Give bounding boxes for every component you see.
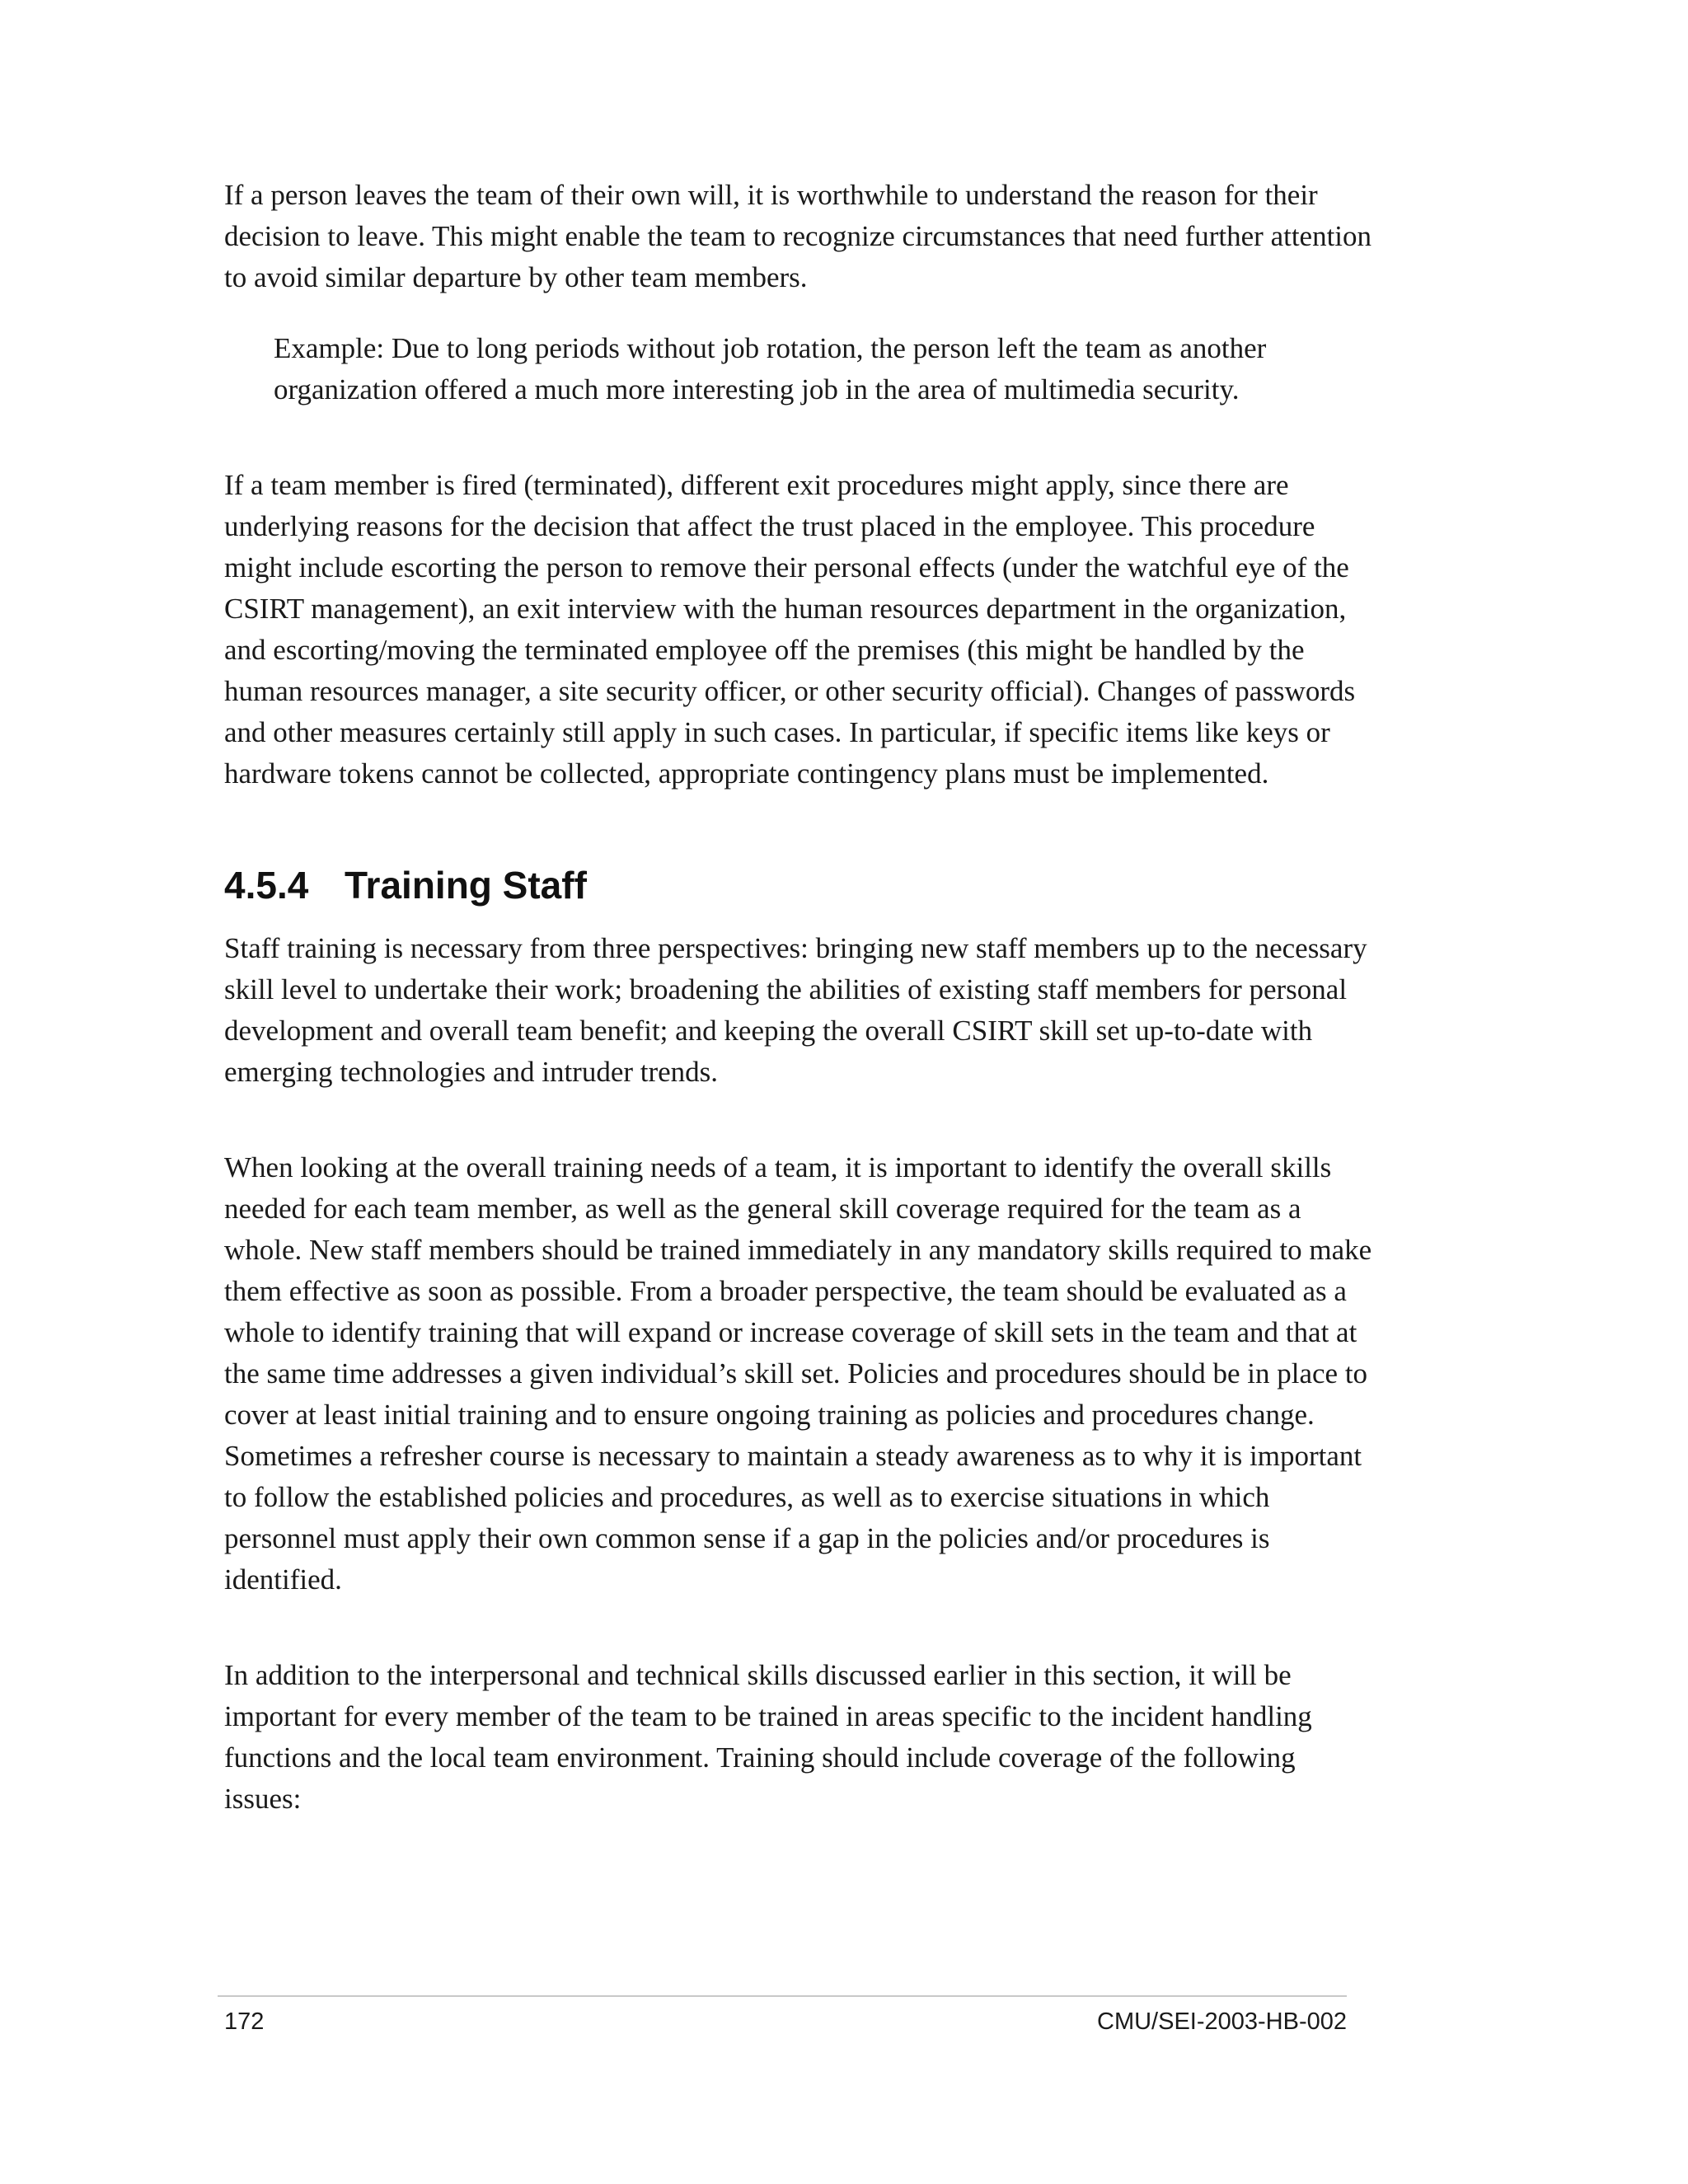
example-paragraph: Example: Due to long periods without job rotation, the person left the team as another organization offered a much more interesting job in the area of multimedia security.: [274, 332, 1267, 405]
page-body: [224, 175, 1378, 1820]
section-title: Training Staff: [345, 864, 587, 907]
section-number: 4.5.4: [224, 864, 309, 907]
section-heading: [224, 860, 1378, 910]
training-paragraph-perspectives: Staff training is necessary from three perspectives: bringing new staff members up to the necessary skill level to undertake their work; broadening the abilities of existing staff members for personal development and overall team benefit; and keeping the overall CSIRT skill set up-to-date with emerging technologies and intruder trends.: [224, 932, 1367, 1088]
body-paragraph-departure: If a person leaves the team of their own will, it is worthwhile to understand the reason for their decision to leave. This might enable the team to recognize circumstances that need further attention to avoid similar departure by other team members.: [224, 179, 1372, 293]
training-paragraph-issues: In addition to the interpersonal and technical skills discussed earlier in this section, it will be important for every member of the team to be trained in areas specific to the incident handling functions and the local team environment. Training should include coverage of the following issues:: [224, 1659, 1312, 1815]
footer-divider: [218, 1995, 1347, 1997]
page-number: 172: [224, 2008, 265, 2035]
body-paragraph-termination: If a team member is fired (terminated), different exit procedures might apply, since there are underlying reasons for the decision that affect the trust placed in the employee. This procedure might include escorting the person to remove their personal effects (under the watchful eye of the CSIRT management), an exit interview with the human resources department in the organization, and escorting/moving the terminated employee off the premises (this might be handled by the human resources manager, a site security officer, or other security official). Changes of passwords and other measures certainly still apply in such cases. In particular, if specific items like keys or hardware tokens cannot be collected, appropriate contingency plans must be implemented.: [224, 469, 1356, 790]
training-paragraph-needs: When looking at the overall training needs of a team, it is important to identify the overall skills needed for each team member, as well as the general skill coverage required for the team as a whole. New staff members should be trained immediately in any mandatory skills required to make them effective as soon as possible. From a broader perspective, the team should be evaluated as a whole to identify training that will expand or increase coverage of skill sets in the team and that at the same time addresses a given individual’s skill set. Policies and procedures should be in place to cover at least initial training and to ensure ongoing training as policies and procedures change. Sometimes a refresher course is necessary to maintain a steady awareness as to why it is important to follow the established policies and procedures, as well as to exercise situations in which personnel must apply their own common sense if a gap in the policies and/or procedures is identified.: [224, 1151, 1372, 1596]
document-id: CMU/SEI-2003-HB-002: [1097, 2008, 1347, 2035]
